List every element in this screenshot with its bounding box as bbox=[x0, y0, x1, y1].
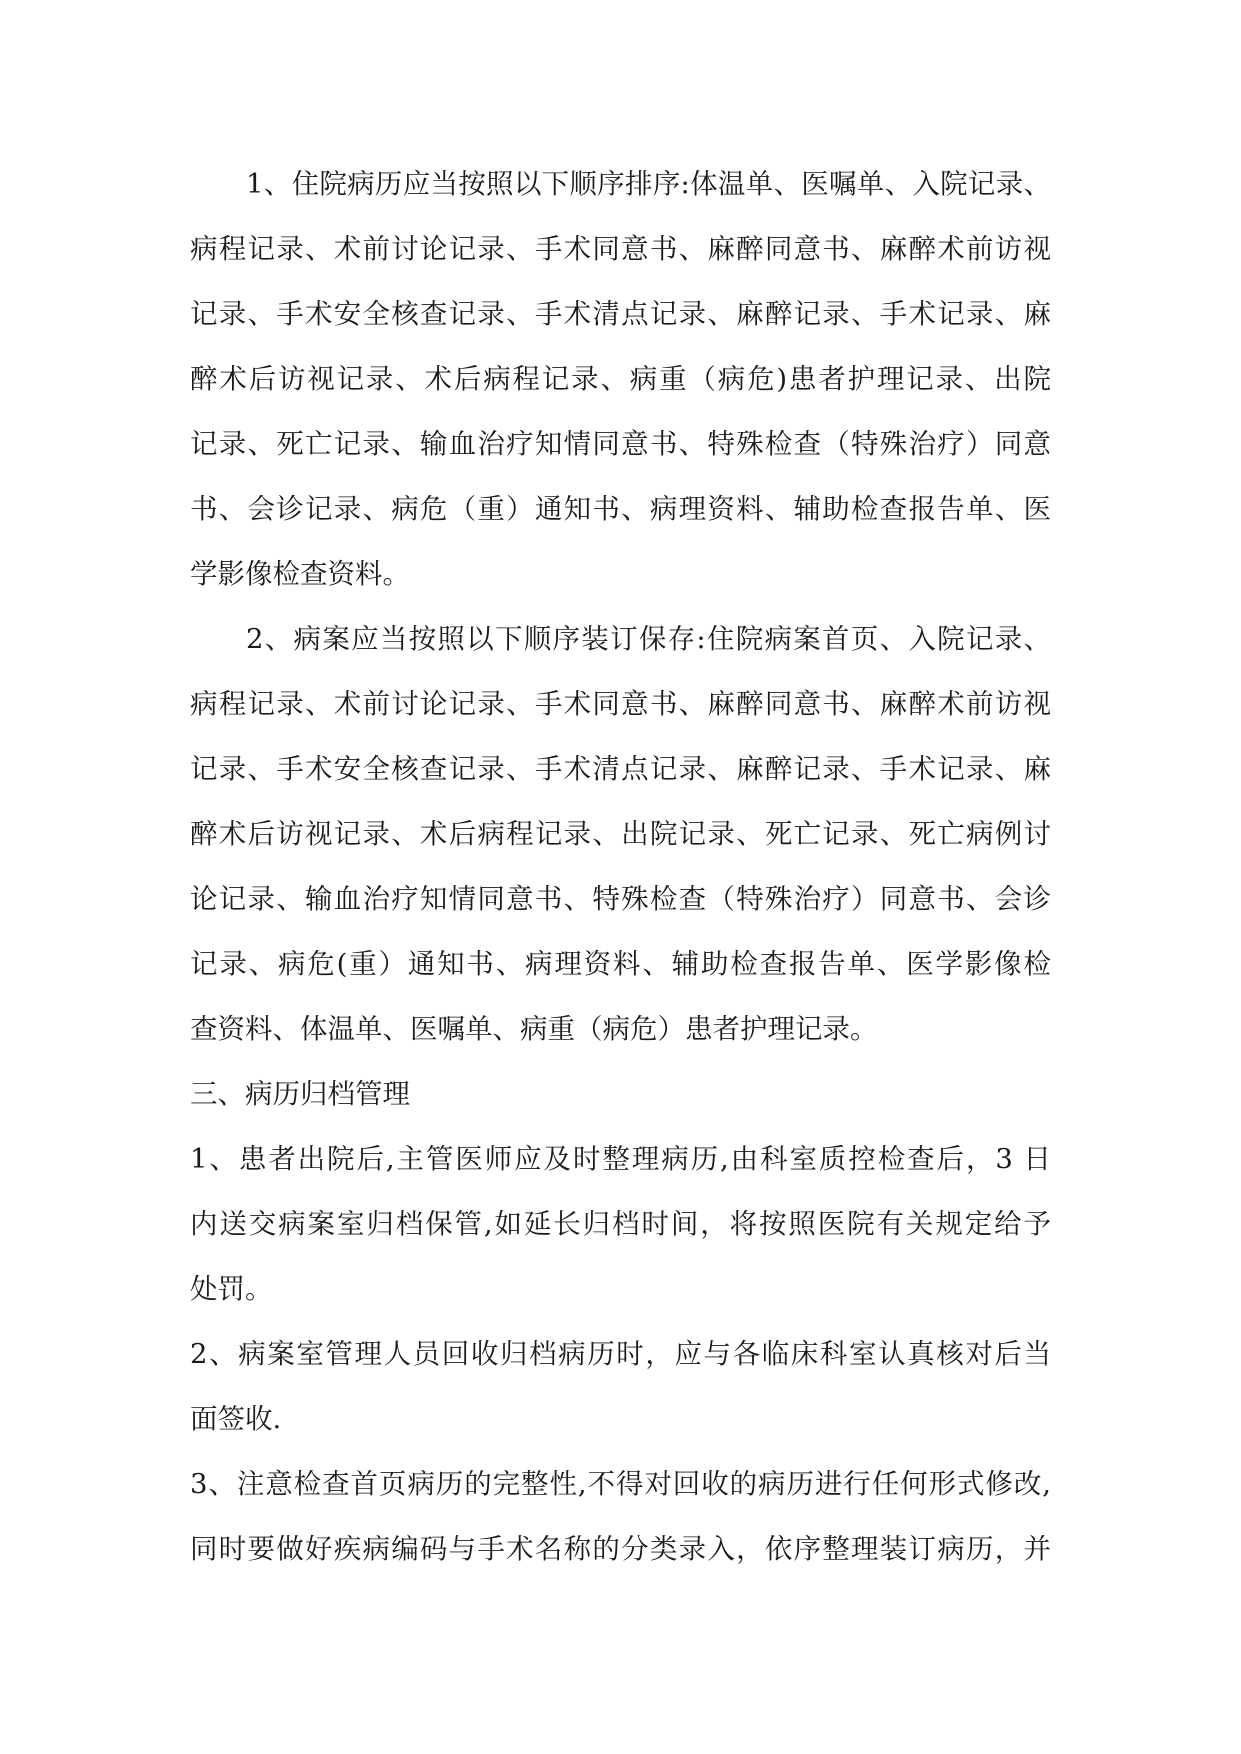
text-line: 论记录、输血治疗知情同意书、特殊检查（特殊治疗）同意书、会诊 bbox=[190, 883, 1051, 915]
text-line: 同时要做好疾病编码与手术名称的分类录入，依序整理装订病历，并 bbox=[190, 1533, 1051, 1565]
text-line: 1、住院病历应当按照以下顺序排序:体温单、医嘱单、入院记录、 bbox=[246, 168, 1051, 200]
text-line: 醉术后访视记录、术后病程记录、病重（病危)患者护理记录、出院 bbox=[190, 363, 1051, 395]
text-line: 内送交病案室归档保管,如延长归档时间，将按照医院有关规定给予 bbox=[190, 1208, 1051, 1240]
text-line: 面签收. bbox=[190, 1403, 282, 1435]
text-line: 病程记录、术前讨论记录、手术同意书、麻醉同意书、麻醉术前访视 bbox=[190, 233, 1051, 265]
text-line: 记录、手术安全核查记录、手术清点记录、麻醉记录、手术记录、麻 bbox=[190, 298, 1051, 330]
section-heading: 三、病历归档管理 bbox=[190, 1078, 410, 1110]
text-line: 查资料、体温单、医嘱单、病重（病危）患者护理记录。 bbox=[190, 1013, 878, 1045]
text-line: 学影像检查资料。 bbox=[190, 558, 410, 590]
text-line: 记录、手术安全核查记录、手术清点记录、麻醉记录、手术记录、麻 bbox=[190, 753, 1051, 785]
text-line: 记录、病危(重）通知书、病理资料、辅助检查报告单、医学影像检 bbox=[190, 948, 1051, 980]
text-line: 病程记录、术前讨论记录、手术同意书、麻醉同意书、麻醉术前访视 bbox=[190, 688, 1051, 720]
text-line: 处罚。 bbox=[190, 1273, 273, 1305]
text-line: 1、患者出院后,主管医师应及时整理病历,由科室质控检查后，3 日 bbox=[190, 1143, 1051, 1175]
text-line: 3、注意检查首页病历的完整性,不得对回收的病历进行任何形式修改, bbox=[190, 1468, 1051, 1500]
text-line: 2、病案应当按照以下顺序装订保存:住院病案首页、入院记录、 bbox=[246, 623, 1051, 655]
text-line: 醉术后访视记录、术后病程记录、出院记录、死亡记录、死亡病例讨 bbox=[190, 818, 1051, 850]
text-line: 记录、死亡记录、输血治疗知情同意书、特殊检查（特殊治疗）同意 bbox=[190, 428, 1051, 460]
text-line: 书、会诊记录、病危（重）通知书、病理资料、辅助检查报告单、医 bbox=[190, 493, 1051, 525]
text-line: 2、病案室管理人员回收归档病历时，应与各临床科室认真核对后当 bbox=[190, 1338, 1051, 1370]
